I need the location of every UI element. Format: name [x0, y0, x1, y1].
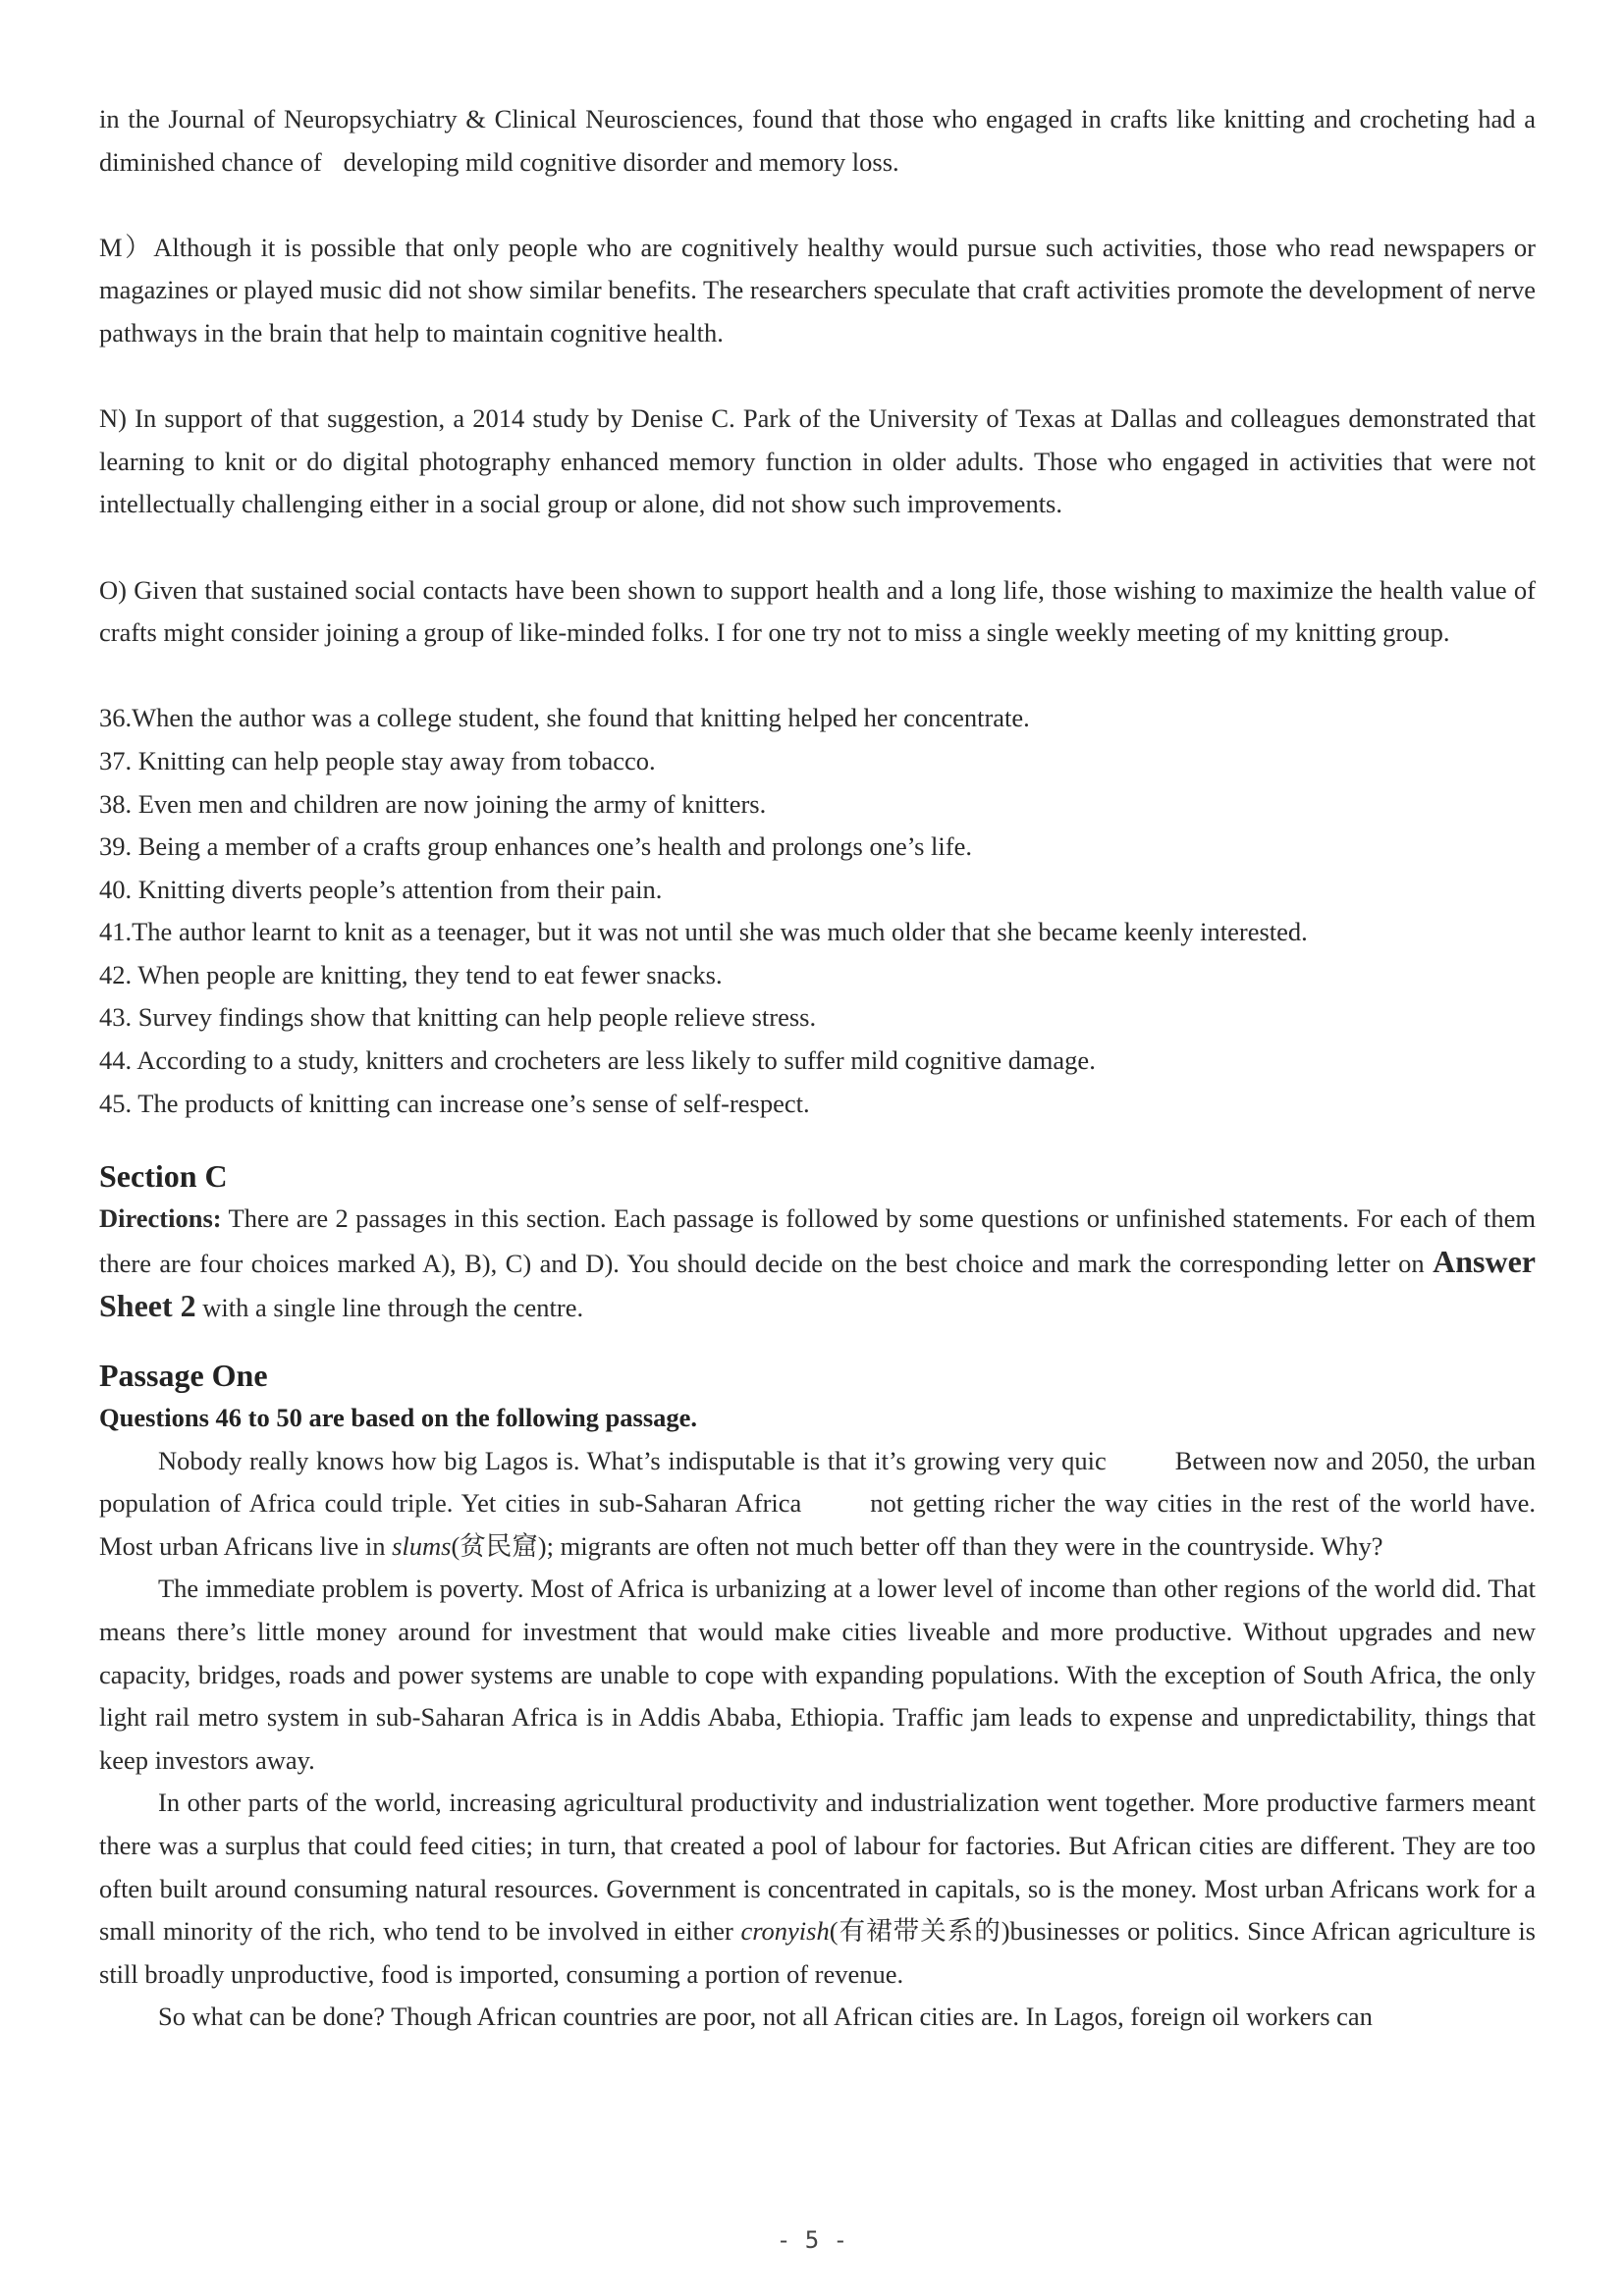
passage-one-title: Passage One [99, 1358, 268, 1394]
passage-text: Nobody really knows how big Lagos is. What’s indisputable is that it’s growing very quic [158, 1445, 1107, 1475]
paragraph-L-continuation [99, 98, 1536, 184]
passage-paragraph-2: The immediate problem is poverty. Most of Africa is urbanizing at a lower level of income than other regions of the world did. That means there’s little money around for investment that would make cities liveable and more productive. Without upgrades and new capacity, bridges, roads and power systems are unable to cope with expanding populations. With the exception of South Africa, the only light rail metro system in sub-Saharan Africa is in Addis Ababa, Ethiopia. Traffic jam leads to expense and unpredictability, things that keep investors away. [99, 1574, 1536, 1775]
passage-text: (贫民窟); migrants are often not much better off than they were in the countryside. Why? [451, 1530, 1383, 1561]
question-item: 41.The author learnt to knit as a teenager, but it was not until she was much older that she became keenly interested. [99, 917, 1308, 947]
section-c-directions [99, 1198, 1536, 1330]
question-item: 45. The products of knitting can increase one’s sense of self-respect. [99, 1088, 810, 1118]
passage-text: not getting richer the way cities in the rest of the world have. Most urban Africans live in [99, 1488, 1536, 1561]
question-item: 42. When people are knitting, they tend to eat fewer snacks. [99, 959, 723, 989]
paragraph-M: M）Although it is possible that only people who are cognitively healthy would pursue such activities, those who read newspapers or magazines or played music did not show similar benefits. The researchers speculate that craft activities promote the development of nerve pathways in the brain that help to maintain cognitive health. [99, 232, 1536, 347]
question-item: 40. Knitting diverts people’s attention from their pain. [99, 874, 663, 904]
passage-italic-term: slums [392, 1530, 452, 1561]
passage-text: Between now and 2050, the urban population of Africa could triple. Yet cities in sub-Saharan Africa [99, 1445, 1536, 1519]
document-page [99, 98, 1536, 2039]
passage-text: In other parts of the world, increasing agricultural productivity and industrialization went together. More productive farmers meant there was a surplus that could feed cities; in turn, that created a pool of labour for factories. But African cities are different. They are too often built around consuming natural resources. Government is concentrated in capitals, so is the money. Most urban Africans work for a small minority of the rich, who tend to be involved in either [99, 1788, 1536, 1947]
page-number: - 5 - [776, 2226, 848, 2254]
passage-text: (有裙带关系的)businesses or politics. Since African agriculture is still broadly unproductive, food is imported, consuming a portion of revenue. [99, 1916, 1536, 1989]
question-item: 44. According to a study, knitters and crocheters are less likely to suffer mild cognitive damage. [99, 1045, 1096, 1076]
paragraph-text: developing mild cognitive disorder and memory loss. [343, 146, 899, 177]
section-c-title: Section C [99, 1158, 228, 1195]
passage-italic-term: cronyish [740, 1916, 830, 1947]
directions-label: Directions: [99, 1203, 222, 1234]
paragraph-N: N) In support of that suggestion, a 2014 study by Denise C. Park of the University of Texas at Dallas and colleagues demonstrated that learning to knit or do digital photography enhanced memory function in older adults. Those who engaged in activities that were not intellectually challenging either in a social group or alone, did not show such improvements. [99, 403, 1536, 519]
answer-sheet-label: Answer Sheet 2 [99, 1243, 1536, 1324]
passage-one-subtitle: Questions 46 to 50 are based on the following passage. [99, 1403, 698, 1433]
paragraph-text: in the Journal of Neuropsychiatry & Clinical Neurosciences, found that those who engaged in crafts like knitting and crocheting had a diminished chance of [99, 104, 1536, 177]
question-item: 43. Survey findings show that knitting can help people relieve stress. [99, 1002, 817, 1033]
question-item: 37. Knitting can help people stay away from tobacco. [99, 745, 656, 775]
passage-paragraph-3 [99, 1782, 1536, 1996]
directions-text: with a single line through the centre. [195, 1293, 584, 1323]
question-item: 38. Even men and children are now joining the army of knitters. [99, 788, 767, 819]
passage-paragraph-4: So what can be done? Though African countries are poor, not all African cities are. In Lagos, foreign oil workers can [158, 2002, 1373, 2032]
question-item: 39. Being a member of a crafts group enhances one’s health and prolongs one’s life. [99, 831, 972, 862]
directions-text: There are 2 passages in this section. Each passage is followed by some questions or unfinished statements. For each of them there are four choices marked A), B), C) and D). You should decide on the best choice and mark the corresponding letter on [99, 1203, 1536, 1278]
question-list [99, 697, 1536, 1125]
paragraph-O: O) Given that sustained social contacts have been shown to support health and a long life, those wishing to maximize the health value of crafts might consider joining a group of like-minded folks. I for one try not to miss a single weekly meeting of my knitting group. [99, 574, 1536, 648]
question-item: 36.When the author was a college student, she found that knitting helped her concentrate. [99, 703, 1030, 733]
passage-paragraph-1 [99, 1440, 1536, 1569]
